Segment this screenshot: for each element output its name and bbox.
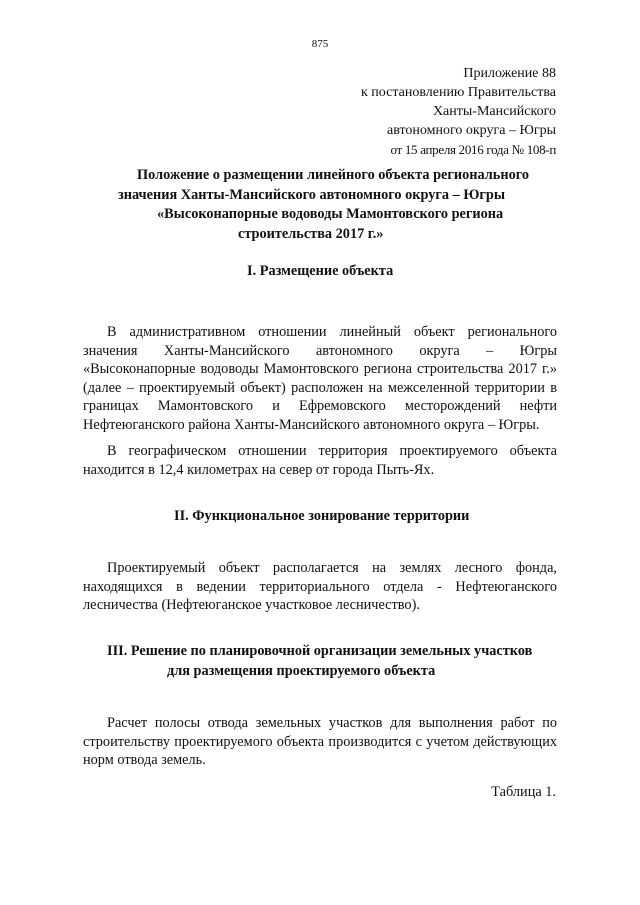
paragraph: Расчет полосы отвода земельных участков для выполнения работ по строительству проектируемого объекта производится с учетом действующих норм отвода земель. <box>83 715 557 768</box>
table-label: Таблица 1. <box>491 784 556 800</box>
appendix-header <box>361 64 556 159</box>
title-line: Положение о размещении линейного объекта регионального <box>137 167 530 183</box>
paragraph: Проектируемый объект располагается на землях лесного фонда, находящихся в ведении территориального отдела - Нефтеюганского лесничества (Нефтеюганское участковое лесничество). <box>83 560 557 613</box>
document-title <box>60 166 580 244</box>
section-heading-line: для размещения проектируемого объекта <box>167 663 436 679</box>
appendix-line: Приложение 88 <box>463 66 556 81</box>
page-number: 875 <box>311 38 329 50</box>
appendix-line: от 15 апреля 2016 года № 108-п <box>390 142 556 157</box>
paragraph: В географическом отношении территория проектируемого объекта находится в 12,4 километрах на север от города Пыть-Ях. <box>83 443 557 478</box>
section-heading-line: III. Решение по планировочной организации земельных участков <box>107 643 533 659</box>
title-line: «Высоконапорные водоводы Мамонтовского региона <box>157 206 504 222</box>
paragraph: В административном отношении линейный объект регионального значения Ханты-Мансийского автономного округа – Югры «Высоконапорные водоводы Мамонтовского региона строительства 2017 г.» (далее – проектируемый объект) расположен на межселенной территории в границах Мамонтовского и Ефремовского месторождений нефти Нефтеюганского района Ханты-Мансийского автономного округа – Югры. <box>83 324 557 433</box>
section-heading <box>107 641 532 681</box>
section-heading: I. Размещение объекта <box>247 263 394 279</box>
section-heading: II. Функциональное зонирование территории <box>174 508 470 524</box>
title-line: строительства 2017 г.» <box>238 225 384 242</box>
title-line: значения Ханты-Мансийского автономного округа – Югры <box>118 186 506 203</box>
appendix-line: к постановлению Правительства <box>360 85 556 100</box>
appendix-line: автономного округа – Югры <box>387 123 556 138</box>
appendix-line: Ханты-Мансийского <box>432 104 556 119</box>
